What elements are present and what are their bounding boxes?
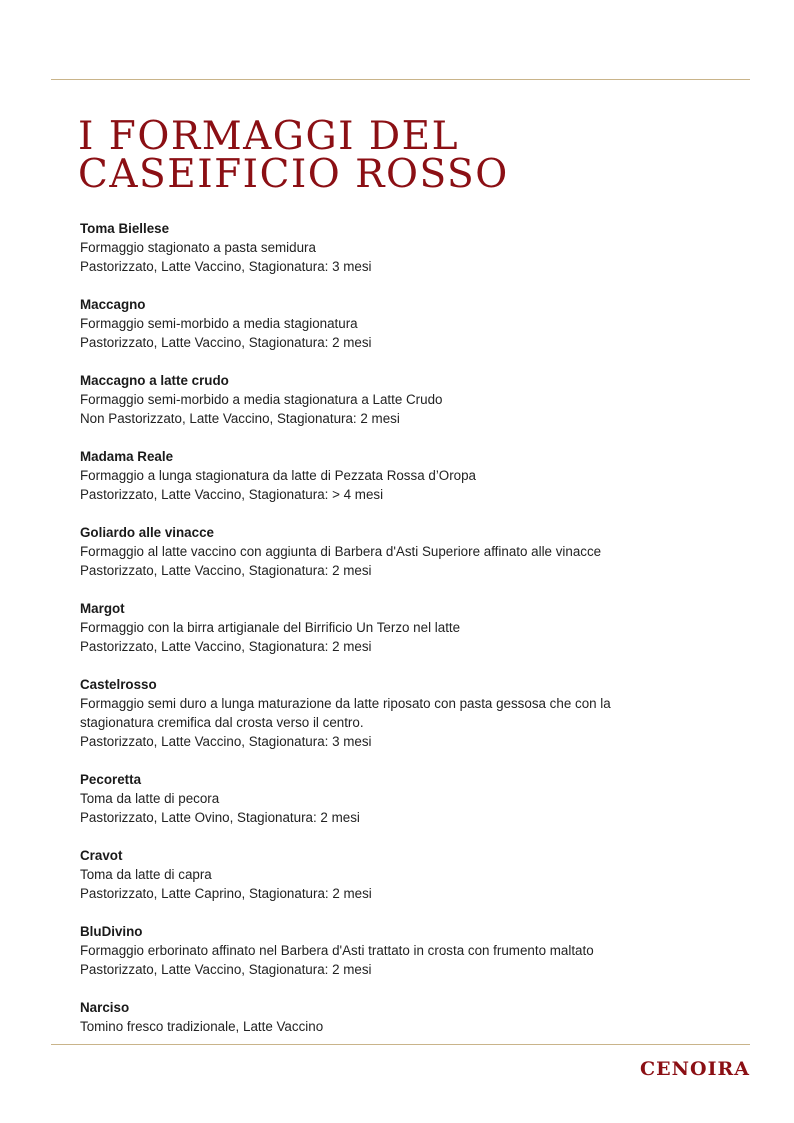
cheese-description-line: Pastorizzato, Latte Caprino, Stagionatura: 2 mesi xyxy=(80,886,372,901)
cheese-description-line: Non Pastorizzato, Latte Vaccino, Stagionatura: 2 mesi xyxy=(80,411,400,426)
cheese-description-line: Formaggio semi-morbido a media stagionatura a Latte Crudo xyxy=(80,392,443,407)
cheese-item xyxy=(80,675,720,751)
cheese-description-line: Formaggio stagionato a pasta semidura xyxy=(80,240,316,255)
cheese-name: Margot xyxy=(80,601,125,616)
cheese-description-line: Pastorizzato, Latte Vaccino, Stagionatura: 2 mesi xyxy=(80,563,372,578)
cheese-description-line: stagionatura cremifica dal crosta verso il centro. xyxy=(80,715,364,730)
cheese-item xyxy=(80,998,720,1036)
cheese-item xyxy=(80,846,720,903)
cheese-name: Goliardo alle vinacce xyxy=(80,525,214,540)
cheese-name: Madama Reale xyxy=(80,449,174,464)
bottom-divider xyxy=(51,1044,750,1045)
cheese-list xyxy=(80,219,720,1055)
cheese-description-line: Pastorizzato, Latte Vaccino, Stagionatura: > 4 mesi xyxy=(80,487,384,502)
cheese-description-line: Formaggio semi duro a lunga maturazione da latte riposato con pasta gessosa che con la xyxy=(80,696,611,711)
cheese-description-line: Formaggio erborinato affinato nel Barbera d'Asti trattato in crosta con frumento maltato xyxy=(80,943,594,958)
cheese-name: BluDivino xyxy=(80,924,143,939)
cheese-name: Narciso xyxy=(80,1000,130,1015)
cheese-item xyxy=(80,447,720,504)
cheese-description-line: Pastorizzato, Latte Vaccino, Stagionatura: 2 mesi xyxy=(80,335,372,350)
cheese-description-line: Toma da latte di pecora xyxy=(80,791,220,806)
cheese-name: Pecoretta xyxy=(80,772,142,787)
cheese-name: Maccagno xyxy=(80,297,146,312)
cheese-name: Toma Biellese xyxy=(80,221,170,236)
cheese-name: Cravot xyxy=(80,848,123,863)
cheese-description-line: Formaggio semi-morbido a media stagionatura xyxy=(80,316,358,331)
title-line-2: CASEIFICIO ROSSO xyxy=(78,152,509,197)
cheese-item xyxy=(80,371,720,428)
cheese-description-line: Formaggio a lunga stagionatura da latte di Pezzata Rossa d’Oropa xyxy=(80,468,477,483)
cheese-item xyxy=(80,599,720,656)
cheese-description-line: Pastorizzato, Latte Ovino, Stagionatura: 2 mesi xyxy=(80,810,360,825)
cheese-item xyxy=(80,922,720,979)
brand-logo: CENOIRA xyxy=(640,1058,750,1080)
cheese-description-line: Pastorizzato, Latte Vaccino, Stagionatura: 3 mesi xyxy=(80,734,372,749)
cheese-description-line: Tomino fresco tradizionale, Latte Vaccino xyxy=(80,1019,324,1034)
cheese-item xyxy=(80,295,720,352)
title-line-1: I FORMAGGI DEL xyxy=(78,114,460,159)
cheese-description-line: Formaggio al latte vaccino con aggiunta di Barbera d'Asti Superiore affinato alle vinacce xyxy=(80,544,602,559)
top-divider xyxy=(51,79,750,80)
cheese-name: Maccagno a latte crudo xyxy=(80,373,229,388)
cheese-item xyxy=(80,523,720,580)
cheese-description-line: Toma da latte di capra xyxy=(80,867,212,882)
cheese-description-line: Pastorizzato, Latte Vaccino, Stagionatura: 2 mesi xyxy=(80,962,372,977)
cheese-description-line: Formaggio con la birra artigianale del Birrificio Un Terzo nel latte xyxy=(80,620,461,635)
cheese-item xyxy=(80,219,720,276)
cheese-description-line: Pastorizzato, Latte Vaccino, Stagionatura: 3 mesi xyxy=(80,259,372,274)
page-title xyxy=(78,114,509,197)
cheese-name: Castelrosso xyxy=(80,677,157,692)
cheese-description-line: Pastorizzato, Latte Vaccino, Stagionatura: 2 mesi xyxy=(80,639,372,654)
cheese-item xyxy=(80,770,720,827)
